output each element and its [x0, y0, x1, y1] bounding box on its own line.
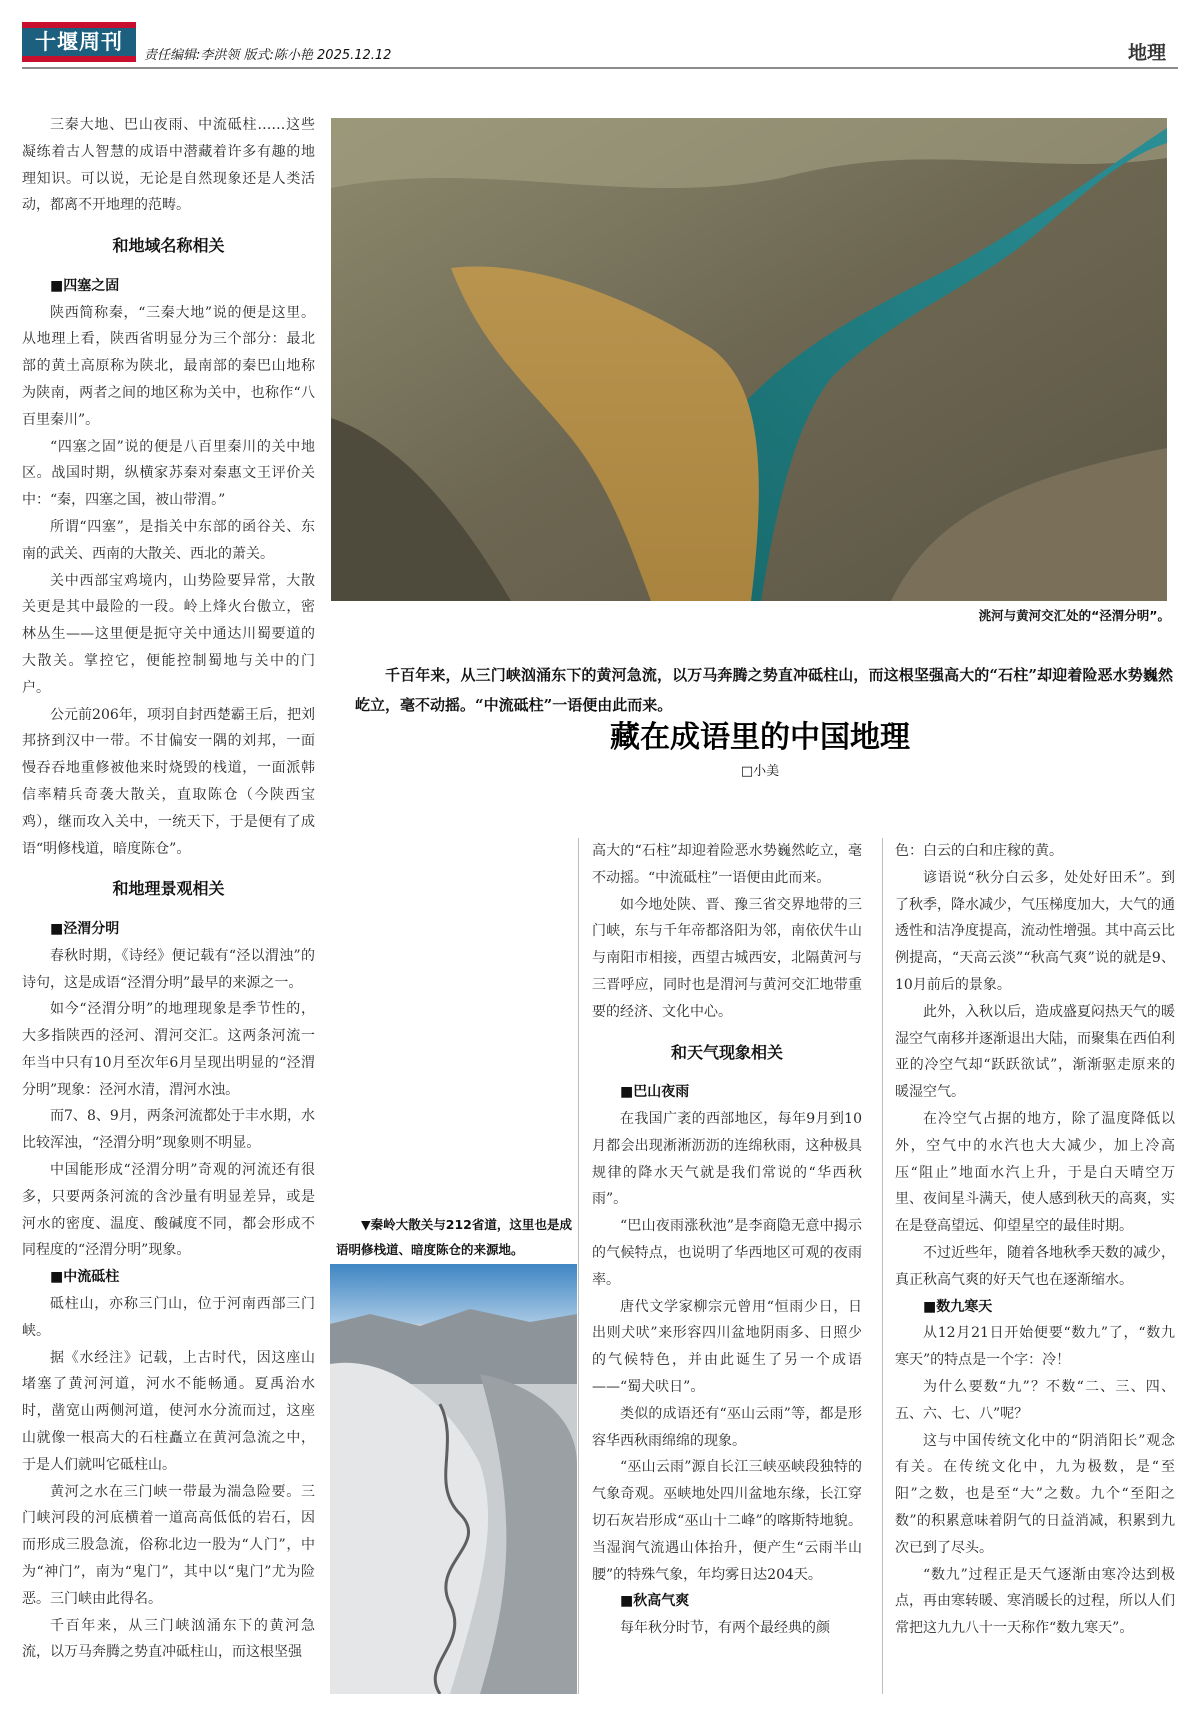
left-column	[22, 112, 315, 1666]
section-heading: 和地域名称相关	[112, 236, 225, 256]
masthead-logo: 十堰周刊	[22, 22, 136, 62]
subsection-heading: ■四塞之固	[50, 277, 120, 294]
paragraph: 高大的“石柱”却迎着险恶水势巍然屹立，毫不动摇。“中流砥柱”一语便由此而来。	[592, 843, 862, 886]
section-title: 地理	[1128, 42, 1167, 64]
paragraph: 黄河之水在三门峡一带最为湍急险要。三门峡河段的河底横着一道高高低低的岩石，因而形成三股急流，俗称北边一股为“人门”，中为“神门”，南为“鬼门”，其中以“鬼门”尤为险恶。三门峡由此得名。	[22, 1483, 315, 1607]
paragraph: 这与中国传统文化中的“阴消阳长”观念有关。在传统文化中，九为极数，是“至阳”之数，也是至“大”之数。九个“至阳之数”的积累意味着阴气的日益消减，积累到九次已到了尽头。	[895, 1432, 1175, 1556]
paragraph: 谚语说“秋分白云多，处处好田禾”。到了秋季，降水减少，气压梯度加大，大气的通透性和洁净度提高，流动性增强。其中高云比例提高，“天高云淡”“秋高气爽”说的就是9、10月前后的景象。	[895, 869, 1175, 993]
subsection-heading: ■泾渭分明	[50, 920, 120, 937]
paragraph: 而7、8、9月，两条河流都处于丰水期，水比较浑浊，“泾渭分明”现象则不明显。	[22, 1108, 315, 1152]
paragraph: 唐代文学家柳宗元曾用“恒雨少日，日出则犬吠”来形容四川盆地阴雨多、日照少的气候特色，并由此诞生了另一个成语——“蜀犬吠日”。	[592, 1298, 862, 1395]
paragraph: “巴山夜雨涨秋池”是李商隐无意中揭示的气候特点，也说明了华西地区可观的夜雨率。	[592, 1218, 862, 1288]
photo2-caption: ▼秦岭大散关与212省道，这里也是成语明修栈道、暗度陈仓的来源地。	[336, 1217, 572, 1257]
paragraph: 色：白云的白和庄稼的黄。	[895, 843, 1063, 859]
paragraph: 关中西部宝鸡境内，山势险要异常，大散关更是其中最险的一段。岭上烽火台傲立，密林丛生——这里便是扼守关中通达川蜀要道的大散关。掌控它，便能控制蜀地与关中的门户。	[22, 572, 315, 696]
paragraph: 如今“泾渭分明”的地理现象是季节性的，大多指陕西的泾河、渭河交汇。这两条河流一年当中只有10月至次年6月呈现出明显的“泾渭分明”现象：泾河水清，渭河水浊。	[22, 1001, 315, 1098]
article-title: 藏在成语里的中国地理	[610, 720, 910, 755]
article-byline: □小美	[740, 764, 780, 779]
paragraph: 陕西简称秦，“三秦大地”说的便是这里。从地理上看，陕西省明显分为三个部分：最北部的黄土高原称为陕北，最南部的秦巴山地称为陕南，两者之间的地区称为关中，也称作“八百里秦川”。	[22, 304, 315, 428]
paragraph: 三秦大地、巴山夜雨、中流砥柱……这些凝练着古人智慧的成语中潜藏着许多有趣的地理知识。可以说，无论是自然现象还是人类活动，都离不开地理的范畴。	[22, 117, 315, 214]
column-divider	[882, 838, 883, 1694]
paragraph: 中国能形成“泾渭分明”奇观的河流还有很多，只要两条河流的含沙量有明显差异，或是河水的密度、温度、酸碱度不同，都会形成不同程度的“泾渭分明”现象。	[22, 1162, 315, 1259]
paragraph: 类似的成语还有“巫山云雨”等，都是形容华西秋雨绵绵的现象。	[592, 1405, 862, 1449]
column-divider	[578, 838, 579, 1694]
paragraph: 据《水经注》记载，上古时代，因这座山堵塞了黄河河道，河水不能畅通。夏禹治水时，凿宽山两侧河道，使河水分流而过，这座山就像一根高大的石柱矗立在黄河急流之中，于是人们就叫它砥柱山。	[22, 1349, 315, 1473]
paragraph: 为什么要数“九”？不数“二、三、四、五、六、七、八”呢？	[895, 1378, 1175, 1422]
paragraph: 在冷空气占据的地方，除了温度降低以外，空气中的水汽也大大减少，加上冷高压“阻止”地面水汽上升，于是白天晴空万里、夜间星斗满天，使人感到秋天的高爽，实在是登高望远、仰望星空的最佳时期。	[895, 1110, 1175, 1235]
paragraph: 所谓“四塞”，是指关中东部的函谷关、东南的武关、西南的大散关、西北的萧关。	[22, 518, 315, 562]
subsection-heading: ■中流砥柱	[50, 1269, 120, 1286]
section-heading: 和地理景观相关	[112, 879, 225, 899]
paragraph: 公元前206年，项羽自封西楚霸王后，把刘邦挤到汉中一带。不甘偏安一隅的刘邦，一面慢吞吞地重修被他来时烧毁的栈道，一面派韩信率精兵奇袭大散关，直取陈仓（今陕西宝鸡），继而攻入关中，一统天下，于是便有了成语“明修栈道，暗度陈仓”。	[22, 706, 315, 857]
paragraph: 每年秋分时节，有两个最经典的颜	[620, 1620, 830, 1637]
paragraph: “数九”过程正是天气逐渐由寒冷达到极点，再由寒转暖、寒消暖长的过程，所以人们常把这九九八十一天称作“数九寒天”。	[895, 1566, 1175, 1637]
confluence-aerial-photo	[331, 118, 1167, 601]
paragraph: “巫山云雨”源自长江三峡巫峡段独特的气象奇观。巫峡地处四川盆地东缘，长江穿切石灰岩形成“巫山十二峰”的喀斯特地貌。当湿润气流遇山体抬升，便产生“云雨半山腰”的特殊气象，年均雾日达204天。	[592, 1459, 862, 1583]
paragraph: “四塞之固”说的便是八百里秦川的关中地区。战国时期，纵横家苏秦对秦惠文王评价关中：“秦，四塞之国，被山带渭。”	[22, 438, 315, 509]
paragraph: 千百年来，从三门峡汹涌东下的黄河急流，以万马奔腾之势直冲砥柱山，而这根坚强	[22, 1617, 315, 1661]
subsection-heading: ■数九寒天	[923, 1298, 993, 1315]
editor-credits: 责任编辑:李洪领 版式:陈小艳 2025.12.12	[144, 48, 392, 63]
subsection-heading: ■秋高气爽	[620, 1593, 690, 1610]
paragraph: 在我国广袤的西部地区，每年9月到10月都会出现淅淅沥沥的连绵秋雨，这种极具规律的降水天气就是我们常说的“华西秋雨”。	[592, 1110, 862, 1208]
paragraph: 如今地处陕、晋、豫三省交界地带的三门峡，东与千年帝都洛阳为邻，南依伏牛山与南阳市相接，西望古城西安，北隔黄河与三晋呼应，同时也是渭河与黄河交汇地带重要的经济、文化中心。	[592, 896, 862, 1020]
paragraph: 春秋时期，《诗经》便记载有“泾以渭浊”的诗句，这是成语“泾渭分明”最早的来源之一。	[22, 947, 315, 991]
article-lead: 千百年来，从三门峡汹涌东下的黄河急流，以万马奔腾之势直冲砥柱山，而这根坚强高大的“石柱”却迎着险恶水势巍然屹立，毫不动摇。“中流砥柱”一语便由此而来。	[355, 666, 1173, 714]
subsection-heading: ■巴山夜雨	[620, 1084, 690, 1101]
header-divider	[22, 67, 1178, 69]
paragraph: 砥柱山，亦称三门山，位于河南西部三门峡。	[22, 1296, 315, 1339]
qinling-road-photo	[330, 1264, 577, 1694]
photo1-caption: 洮河与黄河交汇处的“泾渭分明”。	[978, 608, 1170, 623]
paragraph: 不过近些年，随着各地秋季天数的减少，真正秋高气爽的好天气也在逐渐缩水。	[895, 1244, 1175, 1288]
section-heading: 和天气现象相关	[670, 1042, 783, 1062]
paragraph: 从12月21日开始便要“数九”了，“数九寒天”的特点是一个字：冷！	[895, 1325, 1175, 1369]
paragraph: 此外，入秋以后，造成盛夏闷热天气的暖湿空气南移并逐渐退出大陆，而聚集在西伯利亚的冷空气却“跃跃欲试”，渐渐驱走原来的暖湿空气。	[895, 1003, 1175, 1101]
right-column	[895, 838, 1175, 1642]
middle-column	[592, 838, 862, 1642]
